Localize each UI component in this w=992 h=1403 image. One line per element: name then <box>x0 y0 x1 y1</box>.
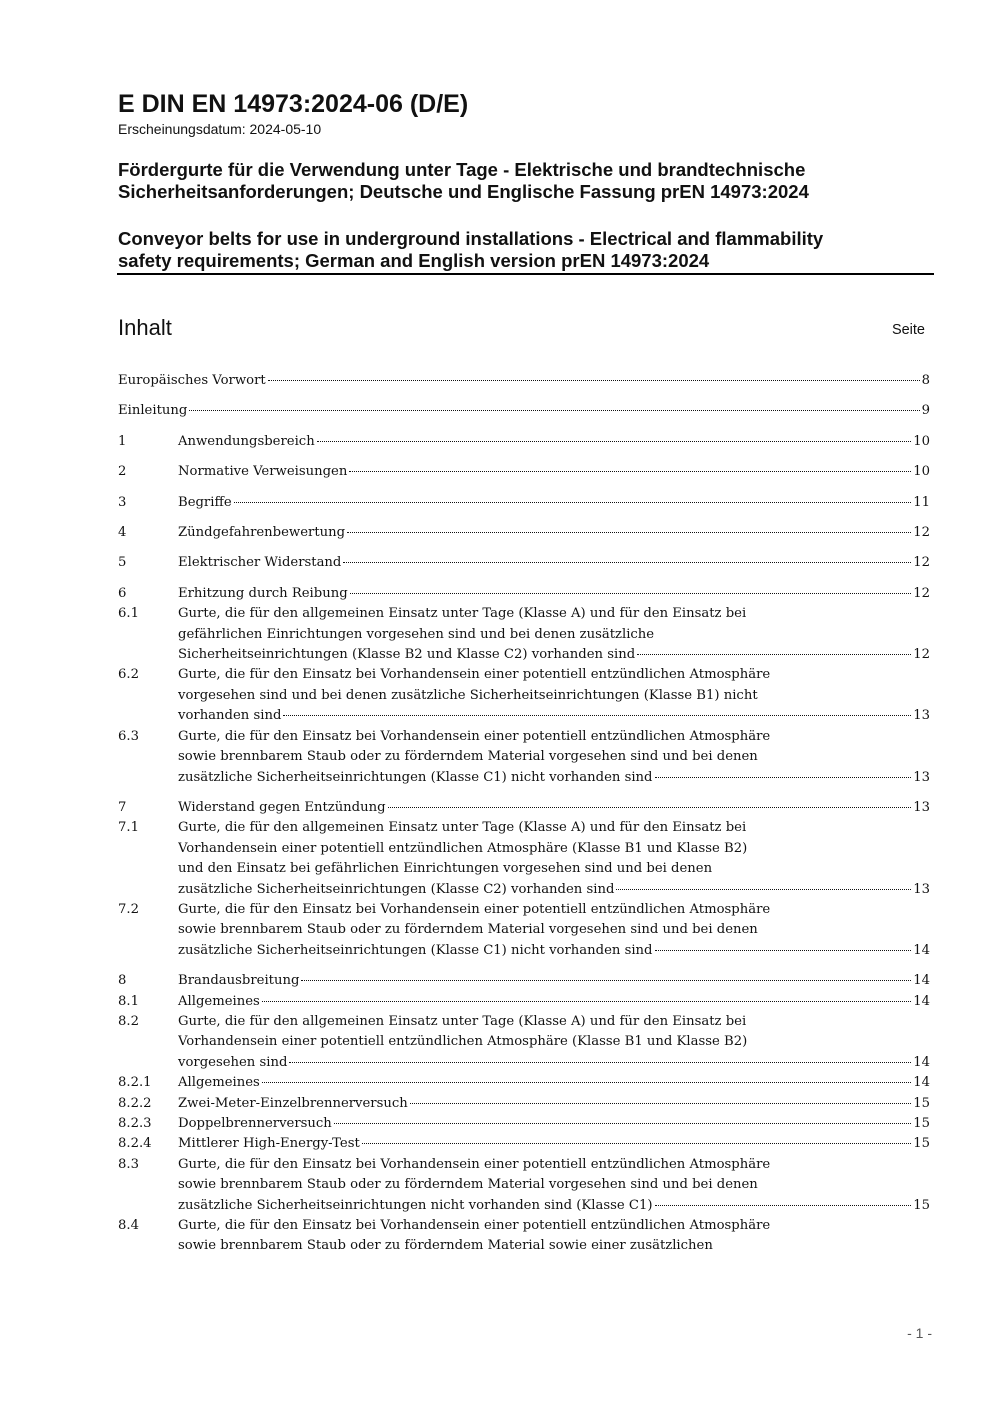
toc-entry-title: sowie brennbarem Staub oder zu förderndem Material vorgesehen sind und bei denen <box>178 922 758 938</box>
toc-entry[interactable] <box>118 900 930 961</box>
toc-entry-title: Gurte, die für den allgemeinen Einsatz unter Tage (Klasse A) und für den Einsatz bei <box>178 606 747 622</box>
toc-leader-dots <box>262 1000 911 1002</box>
toc-entry[interactable] <box>118 665 930 726</box>
toc-entry-title: Gurte, die für den Einsatz bei Vorhandensein einer potentiell entzündlichen Atmosphäre <box>178 1156 771 1172</box>
toc-leader-dots <box>317 440 912 442</box>
toc-entry[interactable] <box>118 432 930 452</box>
toc-entry-number: 8.2 <box>118 1013 139 1029</box>
toc-leader-dots <box>334 1122 911 1124</box>
toc-leader-dots <box>655 776 912 778</box>
toc-entry-number: 8.2.3 <box>118 1116 152 1131</box>
toc-entry-title: vorhanden sind <box>178 708 282 724</box>
toc-entry-number: 8.2.1 <box>118 1075 152 1091</box>
toc-leader-dots <box>410 1102 911 1104</box>
title-german-line: Sicherheitsanforderungen; Deutsche und Englische Fassung prEN 14973:2024 <box>118 181 809 202</box>
toc-entry[interactable] <box>118 604 930 665</box>
toc-entry[interactable] <box>118 1114 930 1134</box>
toc-entry-title: Doppelbrennerversuch <box>178 1116 332 1131</box>
toc-entry-number: 8 <box>118 973 127 989</box>
toc-entry-page: 14 <box>913 1075 930 1091</box>
toc-entry-number: 2 <box>118 464 127 480</box>
toc-entry[interactable] <box>118 584 930 604</box>
toc-entry[interactable] <box>118 971 930 991</box>
toc-entry[interactable] <box>118 1155 930 1216</box>
toc-leader-dots <box>289 1061 911 1063</box>
toc-entry-page: 13 <box>913 769 930 785</box>
toc-entry-page: 13 <box>913 881 930 897</box>
toc-entry-number: 7.1 <box>118 820 139 836</box>
toc-entry-page: 9 <box>921 403 930 419</box>
toc-entry-title: Normative Verweisungen <box>178 464 348 480</box>
toc-entry-title: Zwei-Meter-Einzelbrennerversuch <box>178 1095 408 1111</box>
toc-entry-page: 12 <box>913 555 930 571</box>
toc-leader-dots <box>655 1204 912 1206</box>
toc-entry[interactable] <box>118 818 930 900</box>
toc-entry-title: zusätzliche Sicherheitseinrichtungen (Klasse C1) nicht vorhanden sind <box>178 942 653 958</box>
toc-entry-page: 15 <box>913 1095 930 1111</box>
toc-entry-page: 12 <box>913 525 930 541</box>
header-rule <box>117 273 934 275</box>
toc-leader-dots <box>637 653 911 655</box>
toc-leader-dots <box>616 888 911 890</box>
toc-entry-title: sowie brennbarem Staub oder zu förderndem Material sowie einer zusätzlichen <box>178 1238 713 1254</box>
toc-entry-page: 12 <box>913 585 930 601</box>
toc-entry[interactable] <box>118 1216 930 1257</box>
toc-entry-title: Begriffe <box>178 494 232 510</box>
toc-entry-title: Allgemeines <box>178 1075 260 1091</box>
toc-heading: Inhalt <box>118 315 172 340</box>
toc-entry-title: Erhitzung durch Reibung <box>178 585 348 601</box>
toc-entry-number: 3 <box>118 494 127 510</box>
toc-leader-dots <box>349 470 911 472</box>
toc-entry-number: 8.1 <box>118 993 139 1009</box>
toc-entry-title: Vorhandensein einer potentiell entzündlichen Atmosphäre (Klasse B1 und Klasse B2) <box>178 1034 748 1050</box>
toc-entry-title: Gurte, die für den Einsatz bei Vorhandensein einer potentiell entzündlichen Atmosphäre <box>178 1218 771 1234</box>
toc-entry-title: Gurte, die für den allgemeinen Einsatz unter Tage (Klasse A) und für den Einsatz bei <box>178 820 747 836</box>
toc-entry-title: sowie brennbarem Staub oder zu förderndem Material vorgesehen sind und bei denen <box>178 749 758 765</box>
toc-entry-title: gefährlichen Einrichtungen vorgesehen sind und bei denen zusätzliche <box>178 626 655 642</box>
toc-entry-number: 6 <box>118 585 127 601</box>
toc-entry-title: Elektrischer Widerstand <box>178 555 342 571</box>
toc-entry-page: 14 <box>913 942 930 958</box>
toc-entry-number: 6.2 <box>118 667 139 683</box>
table-of-contents <box>118 371 930 1257</box>
toc-entry-title: sowie brennbarem Staub oder zu förderndem Material vorgesehen sind und bei denen <box>178 1177 758 1193</box>
toc-entry-number: 8.2.4 <box>118 1136 152 1152</box>
toc-entry-title: Gurte, die für den allgemeinen Einsatz unter Tage (Klasse A) und für den Einsatz bei <box>178 1013 747 1029</box>
toc-entry-page: 13 <box>913 708 930 724</box>
toc-entry[interactable] <box>118 798 930 818</box>
toc-entry-page: 10 <box>913 464 930 480</box>
toc-entry-title: vorgesehen sind <box>178 1054 288 1070</box>
toc-entry-page: 15 <box>913 1197 930 1213</box>
title-english-line: Conveyor belts for use in underground installations - Electrical and flammability <box>118 228 824 249</box>
toc-entry[interactable] <box>118 493 930 513</box>
toc-entry-title: vorgesehen sind und bei denen zusätzliche Sicherheitseinrichtungen (Klasse B1) nicht <box>178 687 758 703</box>
toc-leader-dots <box>388 806 912 808</box>
toc-entry-title: Mittlerer High-Energy-Test <box>178 1136 360 1152</box>
toc-entry-title: und den Einsatz bei gefährlichen Einrichtungen vorgesehen sind und bei denen <box>178 861 713 877</box>
toc-leader-dots <box>301 979 911 981</box>
toc-entry-page: 15 <box>913 1116 930 1131</box>
toc-entry-title: Gurte, die für den Einsatz bei Vorhandensein einer potentiell entzündlichen Atmosphäre <box>178 901 771 917</box>
toc-entry-title: Einleitung <box>118 403 188 419</box>
toc-entry-number: 8.2.2 <box>118 1095 152 1111</box>
toc-entry-page: 8 <box>921 373 930 388</box>
toc-entry-number: 7 <box>118 799 127 815</box>
toc-page-column-label: Seite <box>891 322 925 338</box>
toc-entry-title: Gurte, die für den Einsatz bei Vorhandensein einer potentiell entzündlichen Atmosphäre <box>178 728 771 744</box>
toc-entry-title: zusätzliche Sicherheitseinrichtungen (Klasse C2) vorhanden sind <box>178 881 615 897</box>
toc-entry-number: 6.3 <box>118 728 139 744</box>
toc-entry-title: Anwendungsbereich <box>178 433 315 449</box>
title-english-line: safety requirements; German and English version prEN 14973:2024 <box>118 250 710 271</box>
toc-entry-page: 13 <box>913 799 930 815</box>
toc-entry[interactable] <box>118 1073 930 1093</box>
toc-entry-title: Europäisches Vorwort <box>118 373 266 388</box>
document-id: E DIN EN 14973:2024-06 (D/E) <box>118 90 469 118</box>
toc-entry-page: 14 <box>913 973 930 989</box>
toc-entry-number: 8.4 <box>118 1218 139 1234</box>
toc-entry-page: 12 <box>913 647 930 663</box>
toc-entry[interactable] <box>118 1094 930 1114</box>
publication-date: Erscheinungsdatum: 2024-05-10 <box>118 121 322 137</box>
toc-entry[interactable] <box>118 401 930 421</box>
title-german <box>118 159 934 203</box>
toc-entry[interactable] <box>118 523 930 543</box>
toc-entry-number: 8.3 <box>118 1156 139 1172</box>
toc-entry-title: Widerstand gegen Entzündung <box>178 799 386 815</box>
toc-entry[interactable] <box>118 727 930 788</box>
toc-leader-dots <box>350 592 912 594</box>
toc-entry-title: zusätzliche Sicherheitseinrichtungen (Klasse C1) nicht vorhanden sind <box>178 769 653 785</box>
toc-entry-page: 14 <box>913 993 930 1009</box>
toc-entry[interactable] <box>118 462 930 482</box>
title-german-line: Fördergurte für die Verwendung unter Tage - Elektrische und brandtechnische <box>118 159 806 180</box>
toc-entry-number: 1 <box>118 433 127 449</box>
toc-leader-dots <box>189 409 919 411</box>
toc-entry[interactable] <box>118 553 930 573</box>
toc-leader-dots <box>283 714 911 716</box>
page-number: - 1 - <box>907 1325 932 1341</box>
toc-leader-dots <box>268 379 920 381</box>
toc-leader-dots <box>347 531 911 533</box>
toc-entry[interactable] <box>118 992 930 1012</box>
toc-entry-number: 6.1 <box>118 606 139 622</box>
toc-entry-number: 7.2 <box>118 901 139 917</box>
toc-entry[interactable] <box>118 371 930 391</box>
toc-entry[interactable] <box>118 1134 930 1154</box>
toc-leader-dots <box>362 1142 911 1144</box>
title-english <box>118 228 934 272</box>
toc-entry-title: Allgemeines <box>178 993 260 1009</box>
toc-entry-page: 10 <box>913 433 930 449</box>
toc-leader-dots <box>655 949 912 951</box>
toc-leader-dots <box>262 1081 911 1083</box>
toc-entry-title: zusätzliche Sicherheitseinrichtungen nicht vorhanden sind (Klasse C1) <box>178 1197 653 1213</box>
toc-entry-title: Vorhandensein einer potentiell entzündlichen Atmosphäre (Klasse B1 und Klasse B2) <box>178 840 748 856</box>
toc-entry-title: Brandausbreitung <box>178 973 300 989</box>
toc-entry-title: Sicherheitseinrichtungen (Klasse B2 und Klasse C2) vorhanden sind <box>178 647 636 663</box>
toc-entry-title: Zündgefahrenbewertung <box>178 525 346 541</box>
toc-leader-dots <box>343 561 911 563</box>
toc-entry-number: 5 <box>118 555 127 571</box>
toc-entry-page: 11 <box>913 494 930 510</box>
toc-entry-title: Gurte, die für den Einsatz bei Vorhandensein einer potentiell entzündlichen Atmosphäre <box>178 667 771 683</box>
toc-entry[interactable] <box>118 1012 930 1073</box>
toc-entry-number: 4 <box>118 525 127 541</box>
toc-entry-page: 14 <box>913 1054 930 1070</box>
toc-entry-page: 15 <box>913 1136 930 1152</box>
toc-leader-dots <box>234 501 912 503</box>
